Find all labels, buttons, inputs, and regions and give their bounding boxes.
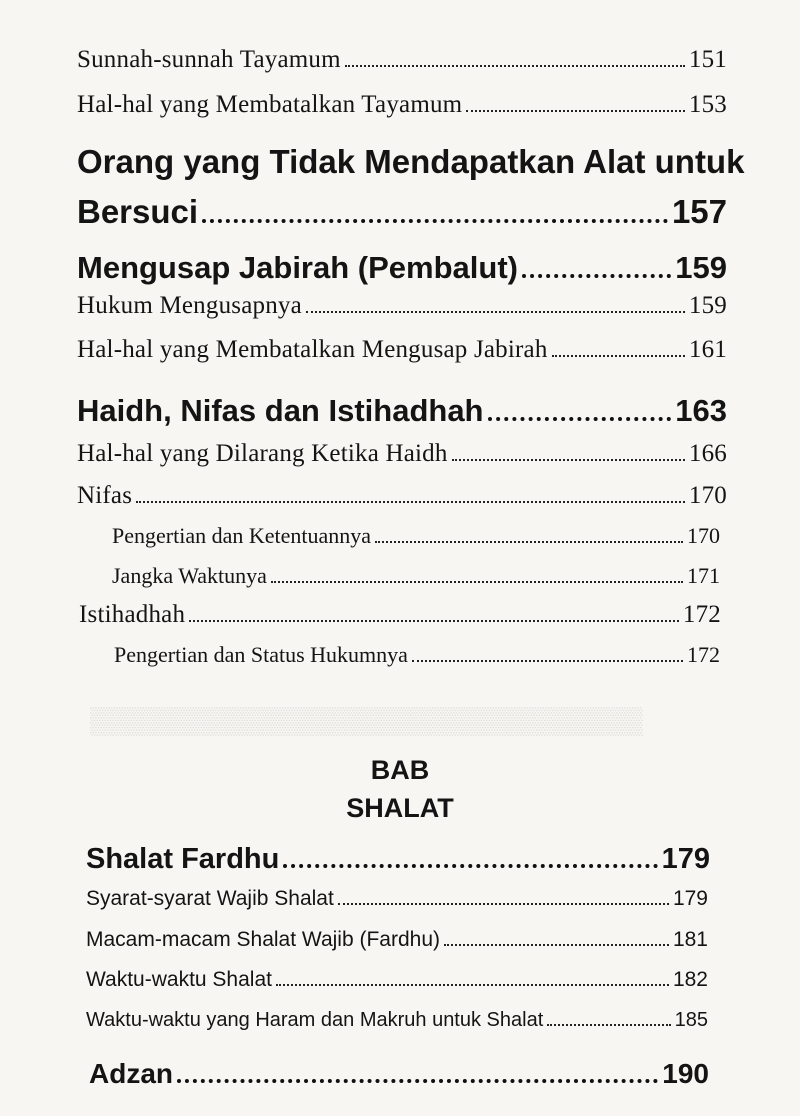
toc-entry-page: 185 bbox=[674, 1009, 708, 1031]
toc-entry-label: Pengertian dan Status Hukumnya bbox=[114, 642, 408, 667]
toc-entry-label: Waktu-waktu Shalat bbox=[86, 968, 272, 991]
toc-entry-label: Istihadhah bbox=[79, 601, 186, 628]
toc-heading[interactable] bbox=[89, 1058, 709, 1090]
toc-entry[interactable] bbox=[79, 601, 721, 629]
dot-leader bbox=[547, 1024, 670, 1026]
toc-entry-page: 166 bbox=[688, 440, 727, 467]
toc-heading-label: Haidh, Nifas dan Istihadhah bbox=[77, 393, 484, 428]
toc-heading[interactable] bbox=[77, 393, 727, 429]
dot-leader bbox=[412, 660, 683, 662]
dot-leader bbox=[202, 219, 668, 223]
toc-entry[interactable] bbox=[86, 1009, 708, 1032]
toc-subentry[interactable] bbox=[112, 563, 720, 589]
dot-leader bbox=[522, 274, 671, 278]
toc-entry[interactable] bbox=[77, 46, 727, 74]
toc-entry-page: 153 bbox=[688, 91, 727, 118]
toc-entry-page: 171 bbox=[687, 563, 720, 588]
toc-entry[interactable] bbox=[86, 968, 708, 992]
toc-entry-label: Jangka Waktunya bbox=[112, 563, 267, 588]
dot-leader bbox=[552, 355, 685, 357]
toc-entry-page: 170 bbox=[688, 482, 727, 509]
toc-entry[interactable] bbox=[77, 292, 727, 320]
toc-entry-label: Syarat-syarat Wajib Shalat bbox=[86, 887, 334, 910]
toc-heading-label: Shalat Fardhu bbox=[86, 843, 280, 875]
bleed-through-text: ▒▒▒▒▒▒▒▒▒▒▒▒▒▒▒▒▒▒▒▒▒▒▒▒▒▒▒▒▒▒ bbox=[90, 705, 643, 735]
dot-leader bbox=[306, 311, 685, 313]
dot-leader bbox=[466, 110, 685, 112]
toc-entry-page: 170 bbox=[687, 523, 720, 548]
toc-heading-page: 179 bbox=[661, 843, 710, 875]
toc-heading-label: Bersuci bbox=[77, 193, 199, 230]
toc-entry-page: 151 bbox=[688, 46, 727, 73]
toc-entry[interactable] bbox=[86, 887, 708, 911]
toc-entry-label: Macam-macam Shalat Wajib (Fardhu) bbox=[86, 928, 440, 951]
dot-leader bbox=[452, 459, 685, 461]
toc-heading-page: 159 bbox=[675, 250, 727, 285]
toc-entry-page: 181 bbox=[672, 928, 708, 951]
dot-leader bbox=[283, 864, 657, 868]
toc-entry[interactable] bbox=[77, 91, 727, 119]
toc-heading-page: 190 bbox=[662, 1058, 709, 1089]
toc-entry-label: Hal-hal yang Dilarang Ketika Haidh bbox=[77, 440, 448, 467]
dot-leader bbox=[136, 501, 685, 503]
chapter-title: SHALAT bbox=[346, 793, 454, 823]
toc-entry-page: 182 bbox=[672, 968, 708, 991]
dot-leader bbox=[177, 1079, 658, 1083]
toc-entry-page: 159 bbox=[688, 292, 727, 319]
toc-heading-line1[interactable]: Orang yang Tidak Mendapatkan Alat untuk bbox=[77, 143, 745, 180]
toc-heading[interactable] bbox=[77, 193, 727, 231]
toc-entry[interactable] bbox=[77, 336, 727, 364]
toc-entry-label: Hal-hal yang Membatalkan Mengusap Jabirah bbox=[77, 336, 548, 363]
dot-leader bbox=[338, 903, 669, 905]
toc-entry-label: Waktu-waktu yang Haram dan Makruh untuk Shalat bbox=[86, 1009, 544, 1031]
toc-entry-page: 172 bbox=[682, 601, 721, 628]
toc-subentry[interactable] bbox=[114, 642, 720, 668]
toc-entry-page: 161 bbox=[688, 336, 727, 363]
dot-leader bbox=[375, 541, 683, 543]
toc-entry-page: 179 bbox=[672, 887, 708, 910]
toc-entry-label: Pengertian dan Ketentuannya bbox=[112, 523, 372, 548]
toc-entry-label: Hukum Mengusapnya bbox=[77, 292, 302, 319]
toc-heading-label: Mengusap Jabirah (Pembalut) bbox=[77, 250, 518, 285]
toc-entry-label: Nifas bbox=[77, 482, 133, 509]
toc-heading[interactable] bbox=[86, 843, 710, 876]
dot-leader bbox=[189, 620, 679, 622]
dot-leader bbox=[276, 984, 669, 986]
toc-entry[interactable] bbox=[77, 440, 727, 468]
toc-subentry[interactable] bbox=[112, 523, 720, 549]
toc-entry[interactable] bbox=[86, 928, 708, 952]
dot-leader bbox=[271, 581, 683, 583]
toc-entry-page: 172 bbox=[687, 642, 720, 667]
toc-heading[interactable] bbox=[77, 250, 727, 286]
dot-leader bbox=[444, 944, 669, 946]
chapter-label: BAB bbox=[370, 755, 430, 785]
toc-heading-label: Adzan bbox=[89, 1058, 173, 1089]
toc-entry[interactable] bbox=[77, 482, 727, 510]
toc-heading-page: 157 bbox=[671, 193, 727, 230]
toc-entry-label: Hal-hal yang Membatalkan Tayamum bbox=[77, 91, 463, 118]
toc-entry-label: Sunnah-sunnah Tayamum bbox=[77, 46, 341, 73]
toc-heading-page: 163 bbox=[675, 393, 727, 428]
dot-leader bbox=[488, 417, 672, 421]
dot-leader bbox=[345, 65, 685, 67]
